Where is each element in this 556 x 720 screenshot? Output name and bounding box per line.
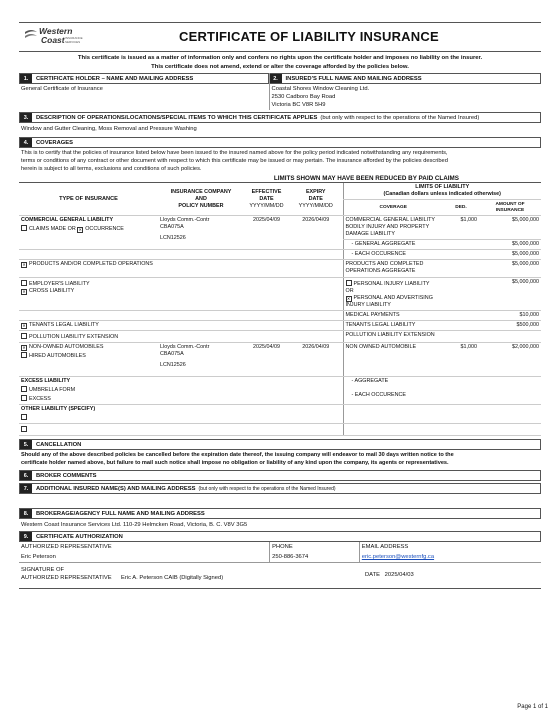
excess-spacer xyxy=(244,377,289,405)
section-5-bar xyxy=(19,439,541,450)
other-spacer xyxy=(289,405,343,424)
coverages-text-2: terms or conditions of any contract or other document with respect to which this certificate may be issued or may pertain. The insurance afforded by the policies described xyxy=(21,158,448,164)
limit-med-ded xyxy=(443,311,479,321)
limit-pi-2: PERSONAL AND ADVERTISING xyxy=(353,295,433,301)
employers-label: EMPLOYER'S LIABILITY xyxy=(29,281,90,287)
cgl-policy-2: LCN12526 xyxy=(160,235,186,241)
col-amount-2: INSURANCE xyxy=(495,207,525,213)
col-company-1: INSURANCE COMPANY xyxy=(170,188,232,195)
brand-sub2: SERVICES xyxy=(65,40,81,44)
phone-label: PHONE xyxy=(272,544,293,550)
date-cell xyxy=(363,563,416,588)
limit-pi-amt: $5,000,000 xyxy=(479,278,541,311)
claims-made-label: CLAIMS MADE OR xyxy=(29,226,76,232)
limit-prod-2: OPERATIONS AGGREGATE xyxy=(345,268,416,274)
col-eff-3: YYYY/MM/DD xyxy=(249,202,284,209)
cgl-spacer xyxy=(289,331,343,343)
limit-poll-amt xyxy=(479,331,541,343)
cgl-spacer xyxy=(289,311,343,321)
other-checkbox-2[interactable] xyxy=(21,426,27,432)
products-row xyxy=(19,260,158,278)
limit-bi-3: DAMAGE LIABILITY xyxy=(345,231,395,237)
section-7-note: (but only with respect to the operations of the Named Insured) xyxy=(198,485,336,492)
phone-cell xyxy=(269,542,359,562)
col-exp-1: EXPIRY xyxy=(305,188,326,195)
limit-poll: POLLUTION LIABILITY EXTENSION xyxy=(343,331,443,343)
auto-type xyxy=(19,343,158,377)
cgl-spacer xyxy=(158,250,244,260)
cgl-spacer xyxy=(289,250,343,260)
cgl-spacer xyxy=(289,260,343,278)
cgl-spacer xyxy=(244,311,289,321)
email-link[interactable]: eric.peterson@westernfg.ca xyxy=(361,554,435,560)
limit-med: MEDICAL PAYMENTS xyxy=(343,311,443,321)
other-spacer xyxy=(479,405,541,424)
operations-description: Window and Gutter Cleaning, Moss Removal and Pressure Washing xyxy=(21,126,197,132)
excess-spacer xyxy=(158,377,244,405)
col-amount xyxy=(479,200,541,216)
cgl-spacer xyxy=(244,278,289,311)
other-spacer xyxy=(289,424,343,436)
col-eff-2: DATE xyxy=(259,195,274,202)
other-spacer xyxy=(158,405,244,424)
cross-label: CROSS LIABILITY xyxy=(29,288,75,294)
other-spacer xyxy=(244,405,289,424)
email-cell xyxy=(359,542,541,562)
other-spacer xyxy=(244,424,289,436)
other-spacer xyxy=(479,424,541,436)
cgl-spacer xyxy=(244,331,289,343)
limit-agg-amt: $5,000,000 xyxy=(479,240,541,250)
document-title: CERTIFICATE OF LIABILITY INSURANCE xyxy=(179,29,439,44)
col-limits-1: LIMITS OF LIABILITY xyxy=(415,184,470,190)
section-number: 5. xyxy=(20,440,32,449)
signature-cell xyxy=(19,563,363,588)
limit-prod xyxy=(343,260,443,278)
auto-amt: $2,000,000 xyxy=(479,343,541,377)
cross-checkbox[interactable]: ✕ xyxy=(22,288,26,294)
additional-insured-body xyxy=(19,494,541,506)
certificate-page xyxy=(19,22,541,589)
insured-city: Victoria BC V8R 5H9 xyxy=(271,102,326,108)
section-number: 1. xyxy=(20,74,32,83)
intro-line-1: This certificate is issued as a matter of information only and confers no rights upon the certificate holder and imposes no liability on the insurer. xyxy=(77,55,483,61)
section-2-title: INSURED'S FULL NAME AND MAILING ADDRESS xyxy=(285,75,422,82)
pa-checkbox[interactable]: ✕ xyxy=(346,295,351,301)
other-title: OTHER LIABILITY (SPECIFY) xyxy=(21,406,96,412)
excess-spacer xyxy=(443,377,479,405)
limit-ten-amt: $500,000 xyxy=(479,321,541,331)
brand-sub1: INSURANCE xyxy=(65,36,83,40)
email-label: EMAIL ADDRESS xyxy=(361,544,409,550)
cancellation-text-1: Should any of the above described policies be cancelled before the expiration date thereof, the issuing company will endeavor to mail 30 days written notice to the xyxy=(21,452,454,458)
cgl-spacer xyxy=(289,278,343,311)
excess-spacer xyxy=(289,377,343,405)
cancellation-text xyxy=(19,450,541,468)
cgl-spacer xyxy=(244,250,289,260)
limit-pi xyxy=(343,278,443,311)
limit-bi-amt: $5,000,000 xyxy=(479,216,541,240)
excess-checkbox[interactable] xyxy=(21,395,27,401)
section-number: 7. xyxy=(20,484,32,493)
auto-eff: 2025/04/09 xyxy=(244,343,289,377)
cgl-company-name: Lloyds Comm.-Contr xyxy=(160,217,210,223)
non-owned-checkbox[interactable]: ✕ xyxy=(22,344,26,350)
cgl-exp: 2026/04/09 xyxy=(289,216,343,250)
auto-company-name: Lloyds Comm.-Contr xyxy=(160,344,210,350)
other-type-2 xyxy=(19,424,158,436)
limit-each-amt: $5,000,000 xyxy=(479,250,541,260)
brand-line2: Coast xyxy=(41,35,65,45)
limit-bi-1: COMMERCIAL GENERAL LIABILITY xyxy=(345,217,435,223)
umbrella-label: UMBRELLA FORM xyxy=(29,387,76,393)
cgl-spacer xyxy=(158,321,244,331)
pi-checkbox[interactable] xyxy=(346,280,352,286)
excess-each: - EACH OCCURENCE xyxy=(351,392,407,398)
limit-bi-2: BODILY INJURY AND PROPERTY xyxy=(345,224,430,230)
signature-value: Eric A. Peterson CAIB (Digitally Signed) xyxy=(121,575,224,581)
brand-line1: Western xyxy=(39,26,73,36)
excess-spacer xyxy=(479,377,541,405)
col-ded: DED. xyxy=(443,200,479,216)
section-6-bar xyxy=(19,470,541,481)
tenants-label: TENANTS LEGAL LIABILITY xyxy=(29,322,99,328)
section-1 xyxy=(19,73,269,110)
products-checkbox[interactable]: ✕ xyxy=(22,261,26,267)
signature-label-1: SIGNATURE OF xyxy=(21,567,65,573)
umbrella-checkbox[interactable] xyxy=(21,386,27,392)
cgl-spacer xyxy=(158,260,244,278)
coverages-text xyxy=(19,148,541,174)
limit-pi-ded xyxy=(443,278,479,311)
sections-1-2 xyxy=(19,73,541,110)
cgl-spacer xyxy=(244,321,289,331)
section-number: 8. xyxy=(20,509,32,518)
section-4-bar xyxy=(19,137,541,148)
section-9-bar xyxy=(19,531,541,542)
section-number: 6. xyxy=(20,471,32,480)
cgl-spacer xyxy=(158,331,244,343)
date-label: DATE xyxy=(365,572,381,578)
signature-row xyxy=(19,563,541,589)
section-1-bar xyxy=(19,73,269,84)
col-limits xyxy=(343,183,541,200)
col-limits-2: (Canadian dollars unless indicated otherwise) xyxy=(383,191,501,197)
limits-banner: LIMITS SHOWN MAY HAVE BEEN REDUCED BY PAID CLAIMS xyxy=(19,175,541,183)
coverages-text-1: This is to certify that the policies of insurance listed below have been issued to the insured named above for the policy period indicated notwithstanding any requirements, xyxy=(21,150,448,156)
col-effective xyxy=(244,183,289,216)
col-company-3: POLICY NUMBER xyxy=(178,202,224,209)
date-value: 2025/04/03 xyxy=(384,572,414,578)
limit-bi-ded: $1,000 xyxy=(443,216,479,240)
excess-label: EXCESS xyxy=(29,396,51,402)
other-spacer xyxy=(343,424,443,436)
intro-notice xyxy=(19,54,541,71)
brokerage-address: Western Coast Insurance Services Ltd. 110-29 Helmcken Road, Victoria, B. C. V8V 3G5 xyxy=(21,522,248,528)
section-7-bar xyxy=(19,483,541,494)
limit-prod-amt: $5,000,000 xyxy=(479,260,541,278)
cgl-spacer xyxy=(244,260,289,278)
cgl-type xyxy=(19,216,158,250)
other-spacer xyxy=(443,405,479,424)
section-number: 2. xyxy=(270,74,282,83)
section-2 xyxy=(269,73,541,110)
section-9-title: CERTIFICATE AUTHORIZATION xyxy=(36,533,123,540)
cgl-title: COMMERCIAL GENERAL LIABILITY xyxy=(21,217,114,223)
section-number: 9. xyxy=(20,532,32,541)
products-label: PRODUCTS AND/OR COMPLETED OPERATIONS xyxy=(29,261,153,267)
limit-bi xyxy=(343,216,443,240)
rep-name: Eric Peterson xyxy=(21,554,56,560)
other-spacer xyxy=(443,424,479,436)
col-coverage: COVERAGE xyxy=(343,200,443,216)
other-spacer xyxy=(343,405,443,424)
cgl-spacer xyxy=(158,278,244,311)
intro-line-2: This certificate does not amend, extend or alter the coverage afforded by the policies below. xyxy=(151,63,409,70)
cgl-policy: CBA075A xyxy=(160,224,184,230)
rep-label: AUTHORIZED REPRESENTATIVE xyxy=(21,544,112,550)
section-4-title: COVERAGES xyxy=(36,139,74,146)
certificate-holder: General Certificate of Insurance xyxy=(21,86,103,92)
col-amount-1: AMOUNT OF xyxy=(495,201,525,207)
tenants-row xyxy=(19,321,158,331)
cancellation-text-2: certificate holder named above, but failure to mail such notice shall impose no obligation or liability of any kind upon the company, its agents or representatives. xyxy=(21,460,449,466)
coverages-text-3: herein is subject to all terms, exclusions and conditions of such policies. xyxy=(21,166,202,172)
auto-ded: $1,000 xyxy=(443,343,479,377)
employers-checkbox[interactable] xyxy=(21,280,27,286)
excess-limits xyxy=(343,377,443,405)
section-3-note: (but only with respect to the operations of the Named Insured) xyxy=(320,114,480,121)
section-1-title: CERTIFICATE HOLDER – NAME AND MAILING ADDRESS xyxy=(36,75,194,82)
section-number: 3. xyxy=(20,113,32,122)
insured-address xyxy=(270,84,541,110)
col-type: TYPE OF INSURANCE xyxy=(19,183,158,216)
limit-ten-ded xyxy=(443,321,479,331)
other-spacer xyxy=(158,424,244,436)
limit-ten: TENANTS LEGAL LIABILITY xyxy=(343,321,443,331)
cgl-spacer xyxy=(158,311,244,321)
section-5-title: CANCELLATION xyxy=(36,441,82,448)
col-exp-3: YYYY/MM/DD xyxy=(298,202,333,209)
cgl-spacer xyxy=(19,311,158,321)
tenants-checkbox[interactable]: ✕ xyxy=(22,322,26,328)
phone-value: 250-886-3674 xyxy=(272,554,309,560)
cgl-spacer xyxy=(19,250,158,260)
section-8-title: BROKERAGE/AGENCY FULL NAME AND MAILING ADDRESS xyxy=(36,510,205,517)
limit-poll-ded xyxy=(443,331,479,343)
cgl-spacer xyxy=(289,321,343,331)
pollution-label: POLLUTION LIABILITY EXTENSION xyxy=(29,334,119,340)
col-company xyxy=(158,183,244,216)
auto-exp: 2026/04/09 xyxy=(289,343,343,377)
excess-title: EXCESS LIABILITY xyxy=(21,378,71,384)
limit-pi-3: INJURY LIABILITY xyxy=(345,302,391,308)
claims-made-checkbox[interactable] xyxy=(21,225,27,231)
limit-prod-ded xyxy=(443,260,479,278)
col-exp-2: DATE xyxy=(308,195,323,202)
header xyxy=(19,22,541,52)
occurrence-checkbox[interactable]: ✕ xyxy=(78,226,82,232)
limit-pi-1: PERSONAL INJURY LIABILITY xyxy=(353,281,430,287)
insured-name: Coastal Shores Window Cleaning Ltd. xyxy=(271,86,370,92)
authorization-row xyxy=(19,542,541,563)
occurrence-label: OCCURRENCE xyxy=(85,226,124,232)
limit-med-amt: $10,000 xyxy=(479,311,541,321)
col-company-2: AND xyxy=(195,195,207,202)
limit-each: - EACH OCCURENCE xyxy=(343,250,443,260)
company-logo xyxy=(23,26,123,48)
pollution-row xyxy=(19,331,158,343)
hired-checkbox[interactable] xyxy=(21,352,27,358)
page-number: Page 1 of 1 xyxy=(517,704,548,710)
signature-label-2: AUTHORIZED REPRESENTATIVE xyxy=(21,575,112,581)
cgl-company xyxy=(158,216,244,250)
col-expiry xyxy=(289,183,343,216)
section-8-bar xyxy=(19,508,541,519)
limit-agg: - GENERAL AGGREGATE xyxy=(343,240,443,250)
section-number: 4. xyxy=(20,138,32,147)
coverage-table xyxy=(19,183,541,436)
employers-cross-row xyxy=(19,278,158,311)
limit-each-ded xyxy=(443,250,479,260)
col-eff-1: EFFECTIVE xyxy=(251,188,282,195)
section-6-title: BROKER COMMENTS xyxy=(36,472,97,479)
section-3-title: DESCRIPTION OF OPERATIONS/LOCATIONS/SPECIAL ITEMS TO WHICH THIS CERTIFICATE APPLIES xyxy=(36,114,318,121)
auto-company xyxy=(158,343,244,377)
auto-limit: NON OWNED AUTOMOBILE xyxy=(343,343,443,377)
auto-policy-2: LCN12526 xyxy=(160,362,186,368)
other-type xyxy=(19,405,158,424)
hired-label: HIRED AUTOMOBILES xyxy=(29,353,86,359)
limit-agg-ded xyxy=(443,240,479,250)
limit-pi-or: OR xyxy=(345,288,354,294)
other-checkbox-1[interactable] xyxy=(21,414,27,420)
rep-cell xyxy=(19,542,269,562)
excess-type xyxy=(19,377,158,405)
pollution-checkbox[interactable] xyxy=(21,333,27,339)
section-3-bar xyxy=(19,112,541,123)
excess-agg: - AGGREGATE xyxy=(351,378,389,384)
section-2-bar xyxy=(270,73,541,84)
non-owned-label: NON-OWNED AUTOMOBILES xyxy=(29,344,104,350)
section-7-title: ADDITIONAL INSURED NAME(S) AND MAILING ADDRESS xyxy=(36,485,196,492)
insured-street: 2530 Cadboro Bay Road xyxy=(271,94,336,100)
cgl-eff: 2025/04/09 xyxy=(244,216,289,250)
auto-policy: CBA075A xyxy=(160,351,184,357)
limit-prod-1: PRODUCTS AND COMPLETED xyxy=(345,261,424,267)
